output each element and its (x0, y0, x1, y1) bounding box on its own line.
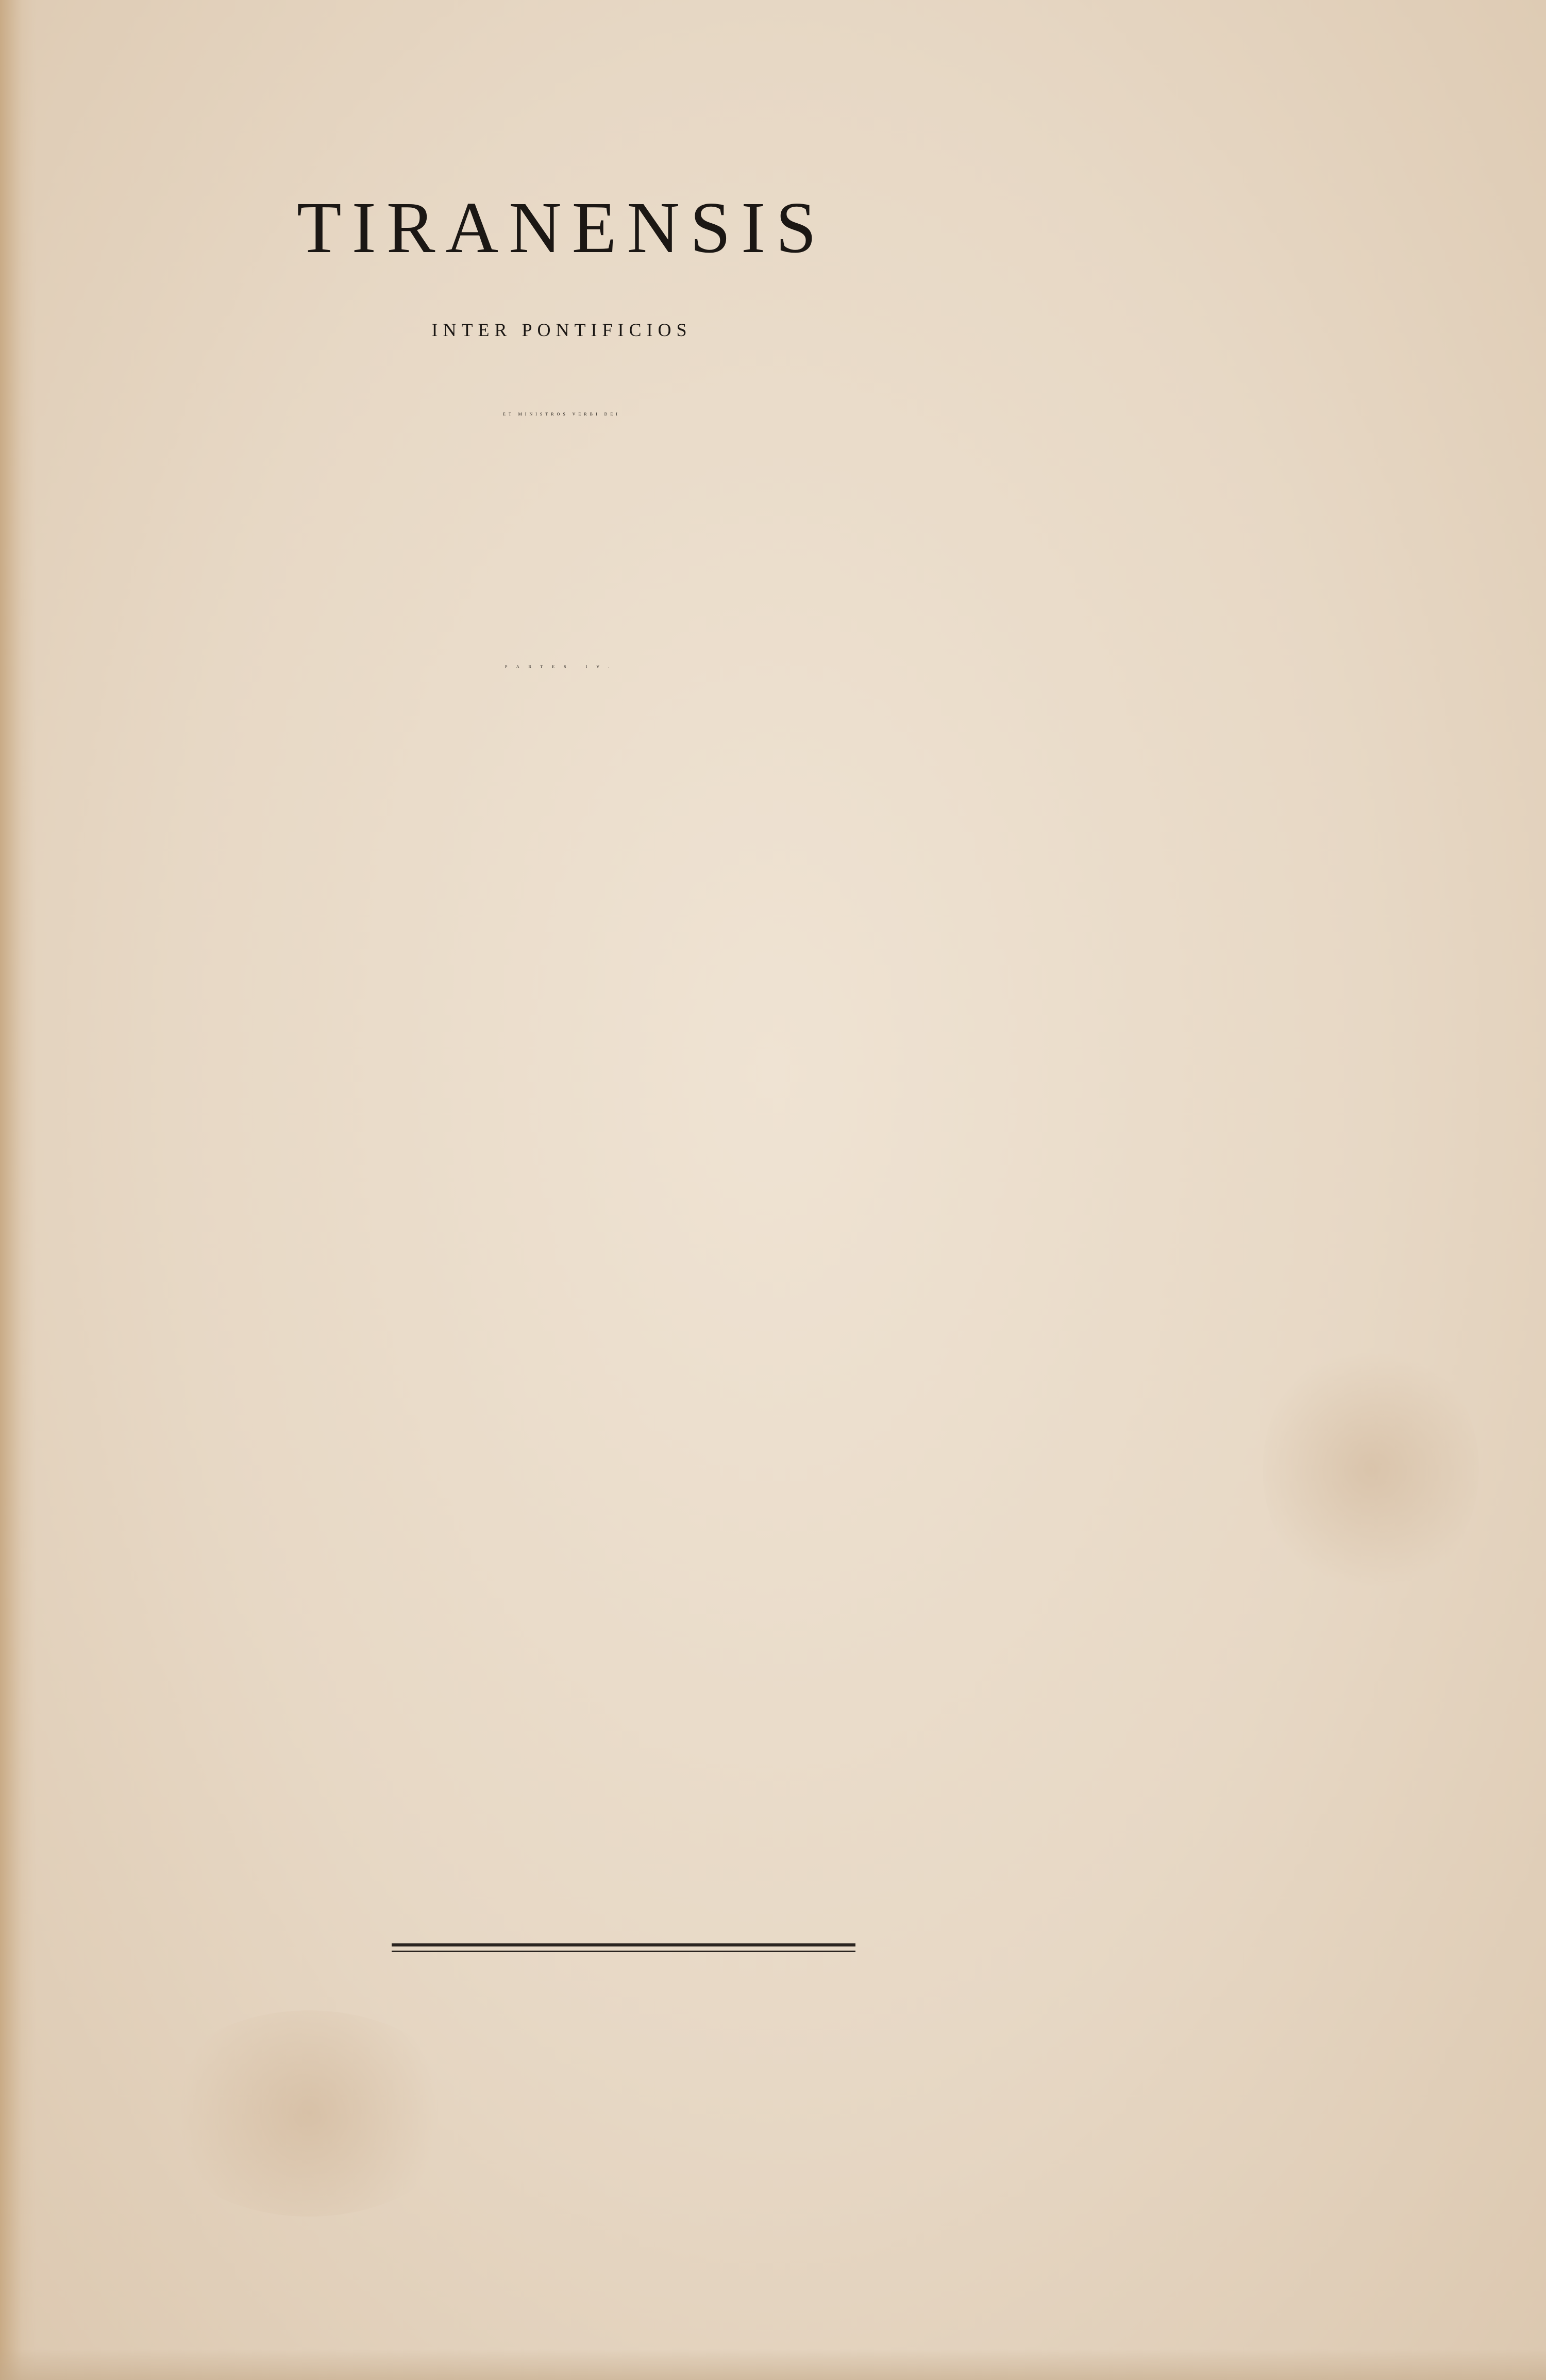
title-line-3: INTER PONTIFICIOS (431, 320, 692, 340)
title-line-7: PARTES IV. (505, 664, 618, 669)
title-line-4: ET MINISTROS VERBI DEI (503, 412, 620, 417)
double-rule-bottom (392, 1951, 855, 1952)
title-line-2: TIRANENSIS (296, 187, 827, 268)
double-rule-top (392, 1943, 855, 1946)
